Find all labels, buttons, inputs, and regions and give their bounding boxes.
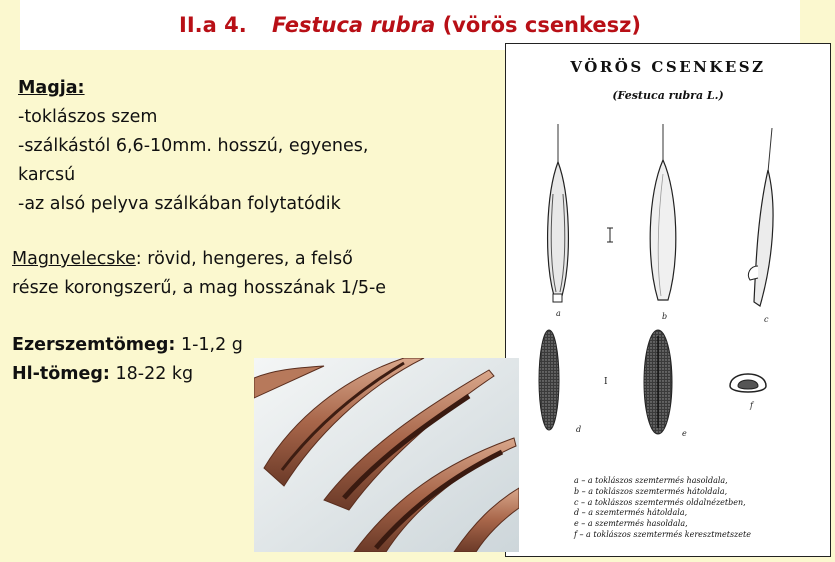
cross-section-drawing-f (730, 374, 766, 410)
seed-line-1: -toklászos szem (18, 107, 158, 127)
legend-item-e: e – a szemtermés hasoldala, (574, 519, 688, 529)
tsw-label: Ezerszemtömeg: (12, 335, 176, 355)
scale-bar (607, 228, 613, 242)
legend-item-b: b – a toklászos szemtermés hátoldala, (574, 486, 728, 496)
stalk-term: Magnyelecske (12, 249, 136, 269)
stalk-description (12, 245, 492, 303)
seed-line-4: -az alsó pelyva szálkában folytatódik (18, 194, 341, 214)
fig-letter-e: e (682, 429, 687, 438)
legend-item-a: a – a toklászos szemtermés hasoldala, (574, 476, 728, 485)
fig-letter-c: c (764, 315, 769, 324)
seed-photo-illustration (254, 358, 519, 552)
caryopsis-drawing-d (539, 330, 581, 434)
hl-label: Hl-tömeg: (12, 364, 110, 384)
title-common-name: (vörös csenkesz) (442, 13, 641, 37)
seed-drawing-a (548, 124, 569, 318)
seed-description (18, 74, 488, 219)
legend-item-d: d – a szemtermés hátoldala, (574, 508, 688, 518)
svg-text:I: I (604, 377, 608, 387)
legend-item-c: c – a toklászos szemtermés oldalnézetben, (574, 497, 746, 507)
stalk-line-2: része korongszerű, a mag hosszának 1/5-e (12, 278, 387, 298)
fig-letter-d: d (576, 425, 582, 434)
title-latin-name: Festuca rubra (272, 13, 436, 37)
fig-letter-a: a (556, 309, 561, 318)
stalk-line-1 (12, 245, 492, 274)
title-code: II.a 4. (179, 13, 247, 37)
seed-drawing-b (650, 124, 676, 321)
seed-photograph (254, 358, 519, 552)
thousand-seed-weight (12, 331, 312, 360)
plate-legend (574, 476, 824, 541)
caryopsis-drawing-e (644, 330, 687, 438)
fig-letter-b: b (662, 312, 668, 321)
seed-heading: Magja: (18, 78, 85, 98)
plate-title: VÖRÖS CSENKESZ (570, 58, 766, 76)
tsw-value: 1-1,2 g (175, 335, 243, 355)
botanical-plate (505, 43, 831, 557)
seed-line-2: -szálkástól 6,6-10mm. hosszú, egyenes, (18, 136, 369, 156)
seed-drawing-c (748, 128, 773, 324)
stalk-line-1-rest: : rövid, hengeres, a felső (135, 249, 353, 269)
legend-item-f: f – a toklászos szemtermés keresztmetszete (574, 529, 751, 539)
plate-subtitle: (Festuca rubra L.) (612, 89, 724, 102)
seed-line-3: karcsú (18, 165, 76, 185)
fig-letter-f: f (750, 401, 753, 410)
hl-value: 18-22 kg (109, 364, 194, 384)
slide-title (179, 13, 641, 37)
